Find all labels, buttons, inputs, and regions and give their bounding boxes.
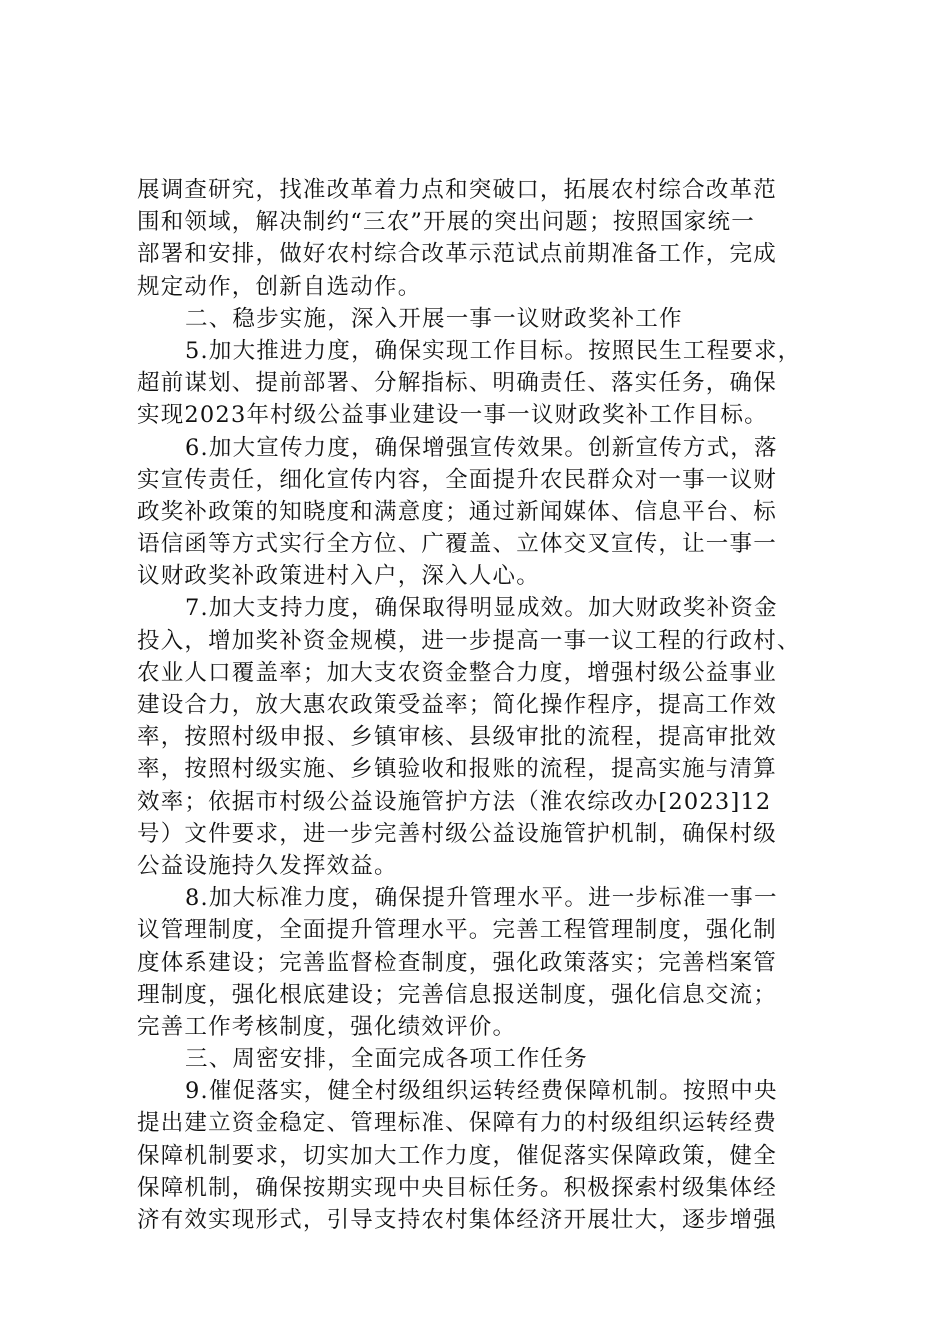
text-line: 保障机制，确保按期实现中央目标任务。积极探索村级集体经 [137,1174,777,1201]
document-body [137,174,827,1236]
text-line: 完善工作考核制度，强化绩效评价。 [137,1013,517,1040]
paragraph-first-line: 8.加大标准力度，确保提升管理水平。进一步标准一事一 [185,885,778,912]
text-line: 政奖补政策的知晓度和满意度；通过新闻媒体、信息平台、标 [137,498,777,525]
text-line: 部署和安排，做好农村综合改革示范试点前期准备工作，完成 [137,241,777,268]
text-line: 实宣传责任，细化宣传内容，全面提升农民群众对一事一议财 [137,466,777,493]
text-line: 度体系建设；完善监督检查制度，强化政策落实；完善档案管 [137,949,777,976]
text-line: 率，按照村级实施、乡镇验收和报账的流程，提高实施与清算 [137,756,777,783]
text-line: 议管理制度，全面提升管理水平。完善工程管理制度，强化制 [137,917,777,944]
paragraph-first-line: 5.加大推进力度，确保实现工作目标。按照民生工程要求， [185,337,802,364]
paragraph-first-line: 9.催促落实，健全村级组织运转经费保障机制。按照中央 [185,1078,778,1105]
text-line: 议财政奖补政策进村入户，深入人心。 [137,563,540,590]
paragraph-first-line: 二、稳步实施，深入开展一事一议财政奖补工作 [185,305,683,332]
text-line: 超前谋划、提前部署、分解指标、明确责任、落实任务，确保 [137,370,777,397]
text-line: 保障机制要求，切实加大工作力度，催促落实保障政策，健全 [137,1142,777,1169]
text-line: 理制度，强化根底建设；完善信息报送制度，强化信息交流； [137,981,777,1008]
text-line: 济有效实现形式，引导支持农村集体经济开展壮大，逐步增强 [137,1207,777,1233]
text-line: 语信函等方式实行全方位、广覆盖、立体交叉宣传，让一事一 [137,531,777,558]
text-line: 投入，增加奖补资金规模，进一步提高一事一议工程的行政村、 [137,627,801,654]
text-line: 率，按照村级申报、乡镇审核、县级审批的流程，提高审批效 [137,724,777,751]
text-line: 规定动作，创新自选动作。 [137,273,422,300]
text-line: 实现2023年村级公益事业建设一事一议财政奖补工作目标。 [137,402,768,429]
text-line: 展调查研究，找准改革着力点和突破口，拓展农村综合改革范 [137,177,777,203]
text-line: 建设合力，放大惠农政策受益率；简化操作程序，提高工作效 [137,692,777,718]
text-line: 农业人口覆盖率；加大支农资金整合力度，增强村级公益事业 [137,659,777,686]
text-line: 提出建立资金稳定、管理标准、保障有力的村级组织运转经费 [137,1110,777,1137]
paragraph-first-line: 三、周密安排，全面完成各项工作任务 [185,1046,588,1073]
paragraph-first-line: 6.加大宣传力度，确保增强宣传效果。创新宣传方式，落 [185,434,778,461]
text-line: 公益设施持久发挥效益。 [137,852,398,879]
text-line: 号）文件要求，进一步完善村级公益设施管护机制，确保村级 [137,820,777,847]
text-line: 效率；依据市村级公益设施管护方法（淮农综改办[2023]12 [137,788,772,815]
text-line: 围和领域，解决制约“三农”开展的突出问题；按照国家统一 [137,209,755,236]
paragraph-first-line: 7.加大支持力度，确保取得明显成效。加大财政奖补资金 [185,595,778,622]
